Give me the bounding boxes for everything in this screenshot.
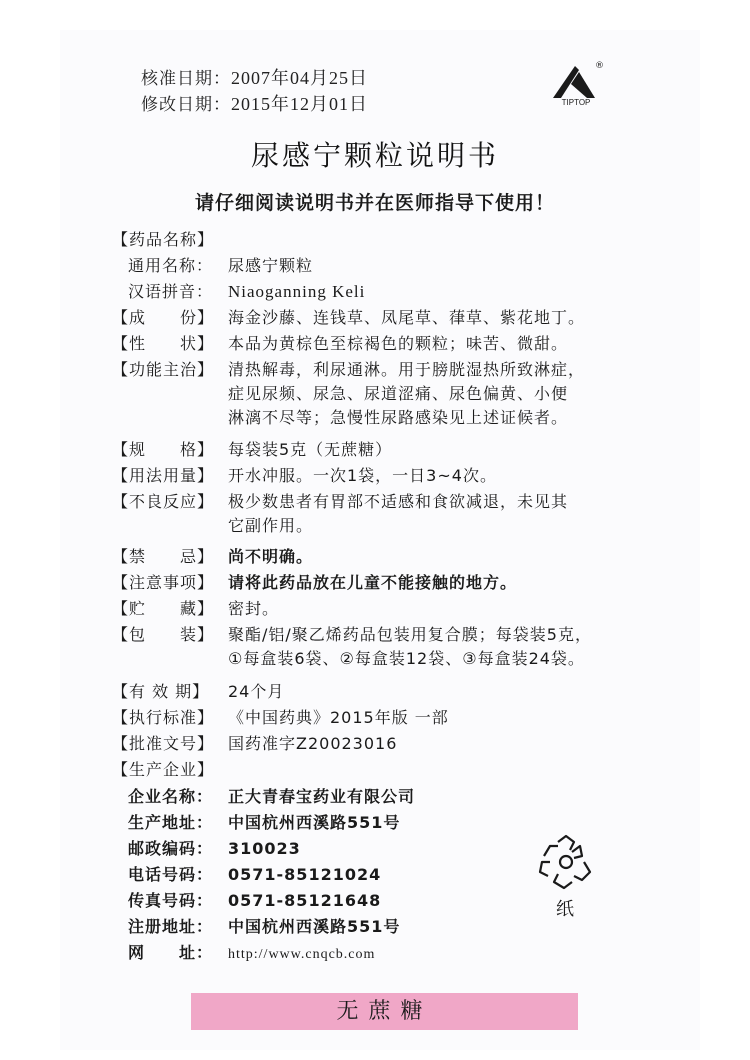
company-name-value: 正大青春宝药业有限公司 (228, 787, 416, 806)
section-storage (112, 598, 279, 620)
specification-label: 【规 格】 (112, 440, 215, 459)
specification-value: 每袋装5克（无蔗糖） (228, 440, 393, 459)
section-drug-name (112, 229, 228, 251)
sugar-free-banner: 无蔗糖 (191, 993, 578, 1030)
section-description (112, 333, 568, 355)
section-indications (112, 359, 585, 381)
adverse-label: 【不良反应】 (112, 492, 215, 511)
section-registered-address (112, 916, 400, 938)
section-approval-number (112, 733, 397, 755)
revision-date-row (141, 92, 368, 118)
section-website (112, 942, 375, 964)
contraindications-label: 【禁 忌】 (112, 547, 215, 566)
registered-mark: ® (595, 61, 604, 71)
precautions-label: 【注意事项】 (112, 573, 215, 592)
adverse-line-2: 它副作用。 (228, 516, 314, 535)
section-common-name (112, 255, 313, 277)
approval-number-value: 国药准字Z20023016 (228, 734, 398, 753)
approval-date-label: 核准日期： (141, 69, 231, 89)
section-precautions (112, 572, 517, 594)
section-contraindications (112, 546, 313, 568)
recycle-icon (534, 832, 598, 892)
section-postal-code (112, 838, 301, 860)
section-pinyin (112, 281, 365, 303)
standard-value: 《中国药典》2015年版 一部 (228, 708, 449, 727)
indications-line-1: 清热解毒，利尿通淋。用于膀胱湿热所致淋症， (228, 360, 586, 379)
indications-label: 【功能主治】 (112, 360, 215, 379)
section-dosage (112, 465, 497, 487)
approval-date-row (141, 66, 368, 92)
section-standard (112, 707, 449, 729)
brand-logo-text: TIPTOP (561, 98, 591, 107)
section-fax (112, 890, 381, 912)
date-block (141, 66, 368, 118)
ingredients-label: 【成 份】 (112, 308, 215, 327)
dosage-value: 开水冲服。一次1袋，一日3~4次。 (228, 466, 497, 485)
revision-date-label: 修改日期： (141, 95, 231, 115)
section-ingredients (112, 307, 585, 329)
section-manufacturer (112, 759, 228, 781)
section-company-name (112, 786, 415, 808)
postal-code-label: 邮政编码： (128, 839, 214, 858)
description-label: 【性 状】 (112, 334, 215, 353)
document-title: 尿感宁颗粒说明书 (250, 139, 499, 172)
standard-label: 【执行标准】 (112, 708, 215, 727)
package-line-1: 聚酯/铝/聚乙烯药品包装用复合膜；每袋装5克， (228, 625, 592, 644)
indications-line-2: 症见尿频、尿急、尿道涩痛、尿色偏黄、小便 (228, 384, 569, 403)
production-address-value: 中国杭州西溪路551号 (228, 813, 401, 832)
registered-address-value: 中国杭州西溪路551号 (228, 917, 401, 936)
approval-number-label: 【批准文号】 (112, 734, 215, 753)
pinyin-label: 汉语拼音： (128, 282, 214, 301)
section-package (112, 624, 592, 646)
manufacturer-label: 【生产企业】 (112, 760, 215, 779)
registered-address-label: 注册地址： (128, 917, 214, 936)
section-phone (112, 864, 381, 886)
ingredients-value: 海金沙藤、连钱草、凤尾草、葎草、紫花地丁。 (228, 308, 586, 327)
phone-label: 电话号码： (128, 865, 214, 884)
indications-line-3: 淋漓不尽等；急慢性尿路感染见上述证候者。 (228, 408, 569, 427)
usage-warning: 请仔细阅读说明书并在医师指导下使用！ (194, 192, 555, 214)
website-label: 网 址： (128, 943, 214, 962)
validity-label: 【有 效 期】 (112, 682, 210, 701)
validity-value: 24个月 (228, 682, 285, 701)
approval-date: 2007年04月25日 (231, 68, 368, 88)
section-validity (112, 681, 284, 703)
fax-value: 0571-85121648 (228, 891, 382, 910)
section-adverse-reactions (112, 491, 568, 513)
section-production-address (112, 812, 400, 834)
pinyin-value: Niaoganning Keli (228, 282, 366, 301)
description-value: 本品为黄棕色至棕褐色的颗粒；味苦、微甜。 (228, 334, 569, 353)
dosage-label: 【用法用量】 (112, 466, 215, 485)
contraindications-value: 尚不明确。 (228, 547, 314, 566)
recycle-label: 纸 (556, 899, 574, 920)
drug-name-label: 【药品名称】 (112, 230, 215, 249)
phone-value: 0571-85121024 (228, 865, 382, 884)
adverse-line-1: 极少数患者有胃部不适感和食欲减退，未见其 (228, 492, 569, 511)
storage-value: 密封。 (228, 599, 280, 618)
section-specification (112, 439, 392, 461)
fax-label: 传真号码： (128, 891, 214, 910)
postal-code-value: 310023 (228, 839, 301, 858)
website-value: http://www.cnqcb.com (228, 947, 376, 962)
common-name-value: 尿感宁颗粒 (228, 256, 314, 275)
precautions-value: 请将此药品放在儿童不能接触的地方。 (228, 573, 518, 592)
revision-date: 2015年12月01日 (231, 94, 368, 114)
production-address-label: 生产地址： (128, 813, 214, 832)
package-label: 【包 装】 (112, 625, 215, 644)
storage-label: 【贮 藏】 (112, 599, 215, 618)
common-name-label: 通用名称： (128, 256, 214, 275)
package-line-2: ①每盒装6袋、②每盒装12袋、③每盒装24袋。 (228, 649, 585, 668)
company-name-label: 企业名称： (128, 787, 214, 806)
